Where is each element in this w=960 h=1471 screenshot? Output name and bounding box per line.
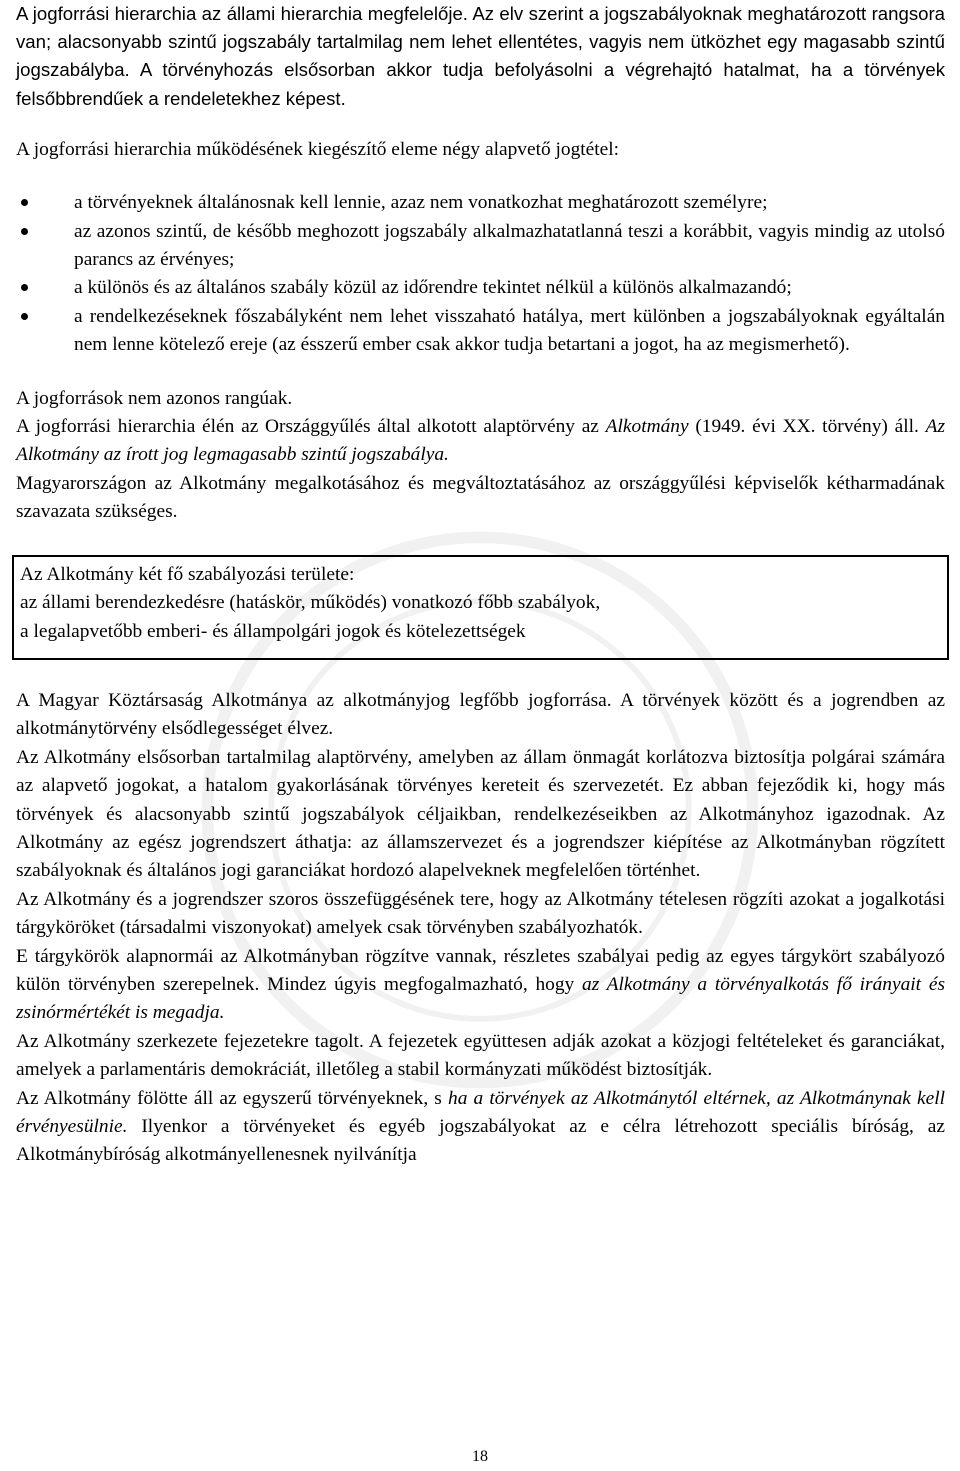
box-title: Az Alkotmány két fő szabályozási területe:: [20, 563, 355, 585]
body-paragraph-6: [16, 1085, 945, 1170]
body-paragraph-2: Az Alkotmány elsősorban tartalmilag alaptörvény, amelyben az állam önmagát korlátozva biztosítja polgárai számára az alapvető jogokat, a hatalom gyakorlásának törvényes kereteit és szervezetét. Ez abban fejeződik ki, hogy más törvények és alacsonyabb szintű jogszabályok céljaikban, rendelkezéseikben az Alkotmányhoz igazodnak. Az Alkotmány az egész jogrendszert áthatja: az államszervezet és a jogrendszer kiépítése az Alkotmányban rögzített szabályoknak és általános jogi garanciákat hordozó alapelveknek megfelelően történhet.: [16, 746, 945, 882]
hierarchy-italic-term: Alkotmány: [605, 416, 689, 438]
hierarchy-text-start: A jogforrási hierarchia élén az Országgyűlés által alkotott alaptörvény az: [16, 416, 606, 438]
list-item: a rendelkezéseknek főszabályként nem lehet visszaható hatálya, mert különben a jogszabályoknak egyáltalán nem lenne kötelező ereje (az ésszerű ember csak akkor tudja betartani a jogot, ha az megismerhető).: [16, 303, 945, 360]
list-item: a törvényeknek általánosnak kell lennie, azaz nem vonatkozhat meghatározott személyre;: [16, 189, 945, 217]
intro-paragraph: A jogforrási hierarchia az állami hierarchia megfelelője. Az elv szerint a jogszabályoknak meghatározott rangsora van; alacsonyabb szintű jogszabály tartalmilag nem lehet ellentétes, vagyis nem ütközhet egy magasabb szintű jogszabályba. A törvényhozás elsősorban akkor tudja befolyásolni a végrehajtó hatalmat, ha a törvények felsőbbrendűek a rendeletekhez képest.: [16, 3, 945, 109]
p6-text-end: Ilyenkor a törvényeket és egyéb jogszabályokat az e célra létrehozott speciális bíróság, az Alkotmánybíróság alkotmányellenesnek nyilvánítja: [16, 1116, 945, 1166]
constitution-areas-box: [12, 555, 949, 660]
document-page: [16, 0, 945, 1170]
principles-lead: A jogforrási hierarchia működésének kiegészítő eleme négy alapvető jogtétel:: [16, 138, 620, 160]
hierarchy-italic-sentence: Az Alkotmány az írott jog legmagasabb szintű jogszabálya.: [16, 416, 945, 466]
p4-text: E tárgykörök alapnormái az Alkotmányban rögzítve vannak, részletes szabályai pedig az egyes tárgykört szabályozó külön törvényben szerepelnek. Mindez úgyis megfogalmazható, hogy: [16, 945, 945, 995]
sources-rank: A jogforrások nem azonos rangúak.: [16, 387, 293, 409]
list-item: az azonos szintű, de később meghozott jogszabály alkalmazhatatlanná teszi a korábbit, vagyis mindig az utolsó parancs az érvényes;: [16, 218, 945, 275]
hierarchy-paragraph: [16, 413, 945, 470]
p4-italic: az Alkotmány a törvényalkotás fő irányait és zsinórmértékét is megadja.: [16, 973, 945, 1024]
list-item: a különös és az általános szabály közül az időrendre tekintet nélkül a különös alkalmazandó;: [16, 274, 945, 302]
body-paragraph-5: Az Alkotmány szerkezete fejezetekre tagolt. A fejezetek együttesen adják azokat a közjogi feltételeket és garanciákat, amelyek a parlamentáris demokráciát, illetőleg a stabil kormányzati működést biztosítják.: [16, 1030, 945, 1081]
principles-list: [16, 189, 945, 359]
page-number: 18: [472, 1448, 488, 1465]
p6-italic: ha a törvények az Alkotmánytól eltérnek, az Alkotmánynak kell érvényesülnie.: [16, 1087, 945, 1137]
p6-text-start: Az Alkotmány fölötte áll az egyszerű törvényeknek, s: [16, 1087, 449, 1109]
amendment-paragraph: Magyarországon az Alkotmány megalkotásához és megváltoztatásához az országgyűlési képviselők kétharmadának szavazata szükséges.: [16, 472, 945, 523]
body-paragraph-1: A Magyar Köztársaság Alkotmánya az alkotmányjog legfőbb jogforrása. A törvények között és a jogrendben az alkotmánytörvény elsődlegességet élvez.: [16, 689, 945, 740]
hierarchy-text-mid: (1949. évi XX. törvény) áll.: [688, 416, 926, 438]
box-line: az állami berendezkedésre (hatáskör, működés) vonatkozó főbb szabályok,: [20, 592, 601, 614]
body-paragraph-3: Az Alkotmány és a jogrendszer szoros összefüggésének tere, hogy az Alkotmány tételesen rögzíti azokat a jogalkotási tárgyköröket (társadalmi viszonyokat) amelyek csak törvényben szabályozhatók.: [16, 888, 945, 939]
box-line: a legalapvetőbb emberi- és állampolgári jogok és kötelezettségek: [20, 620, 526, 642]
body-paragraph-4: [16, 943, 945, 1028]
